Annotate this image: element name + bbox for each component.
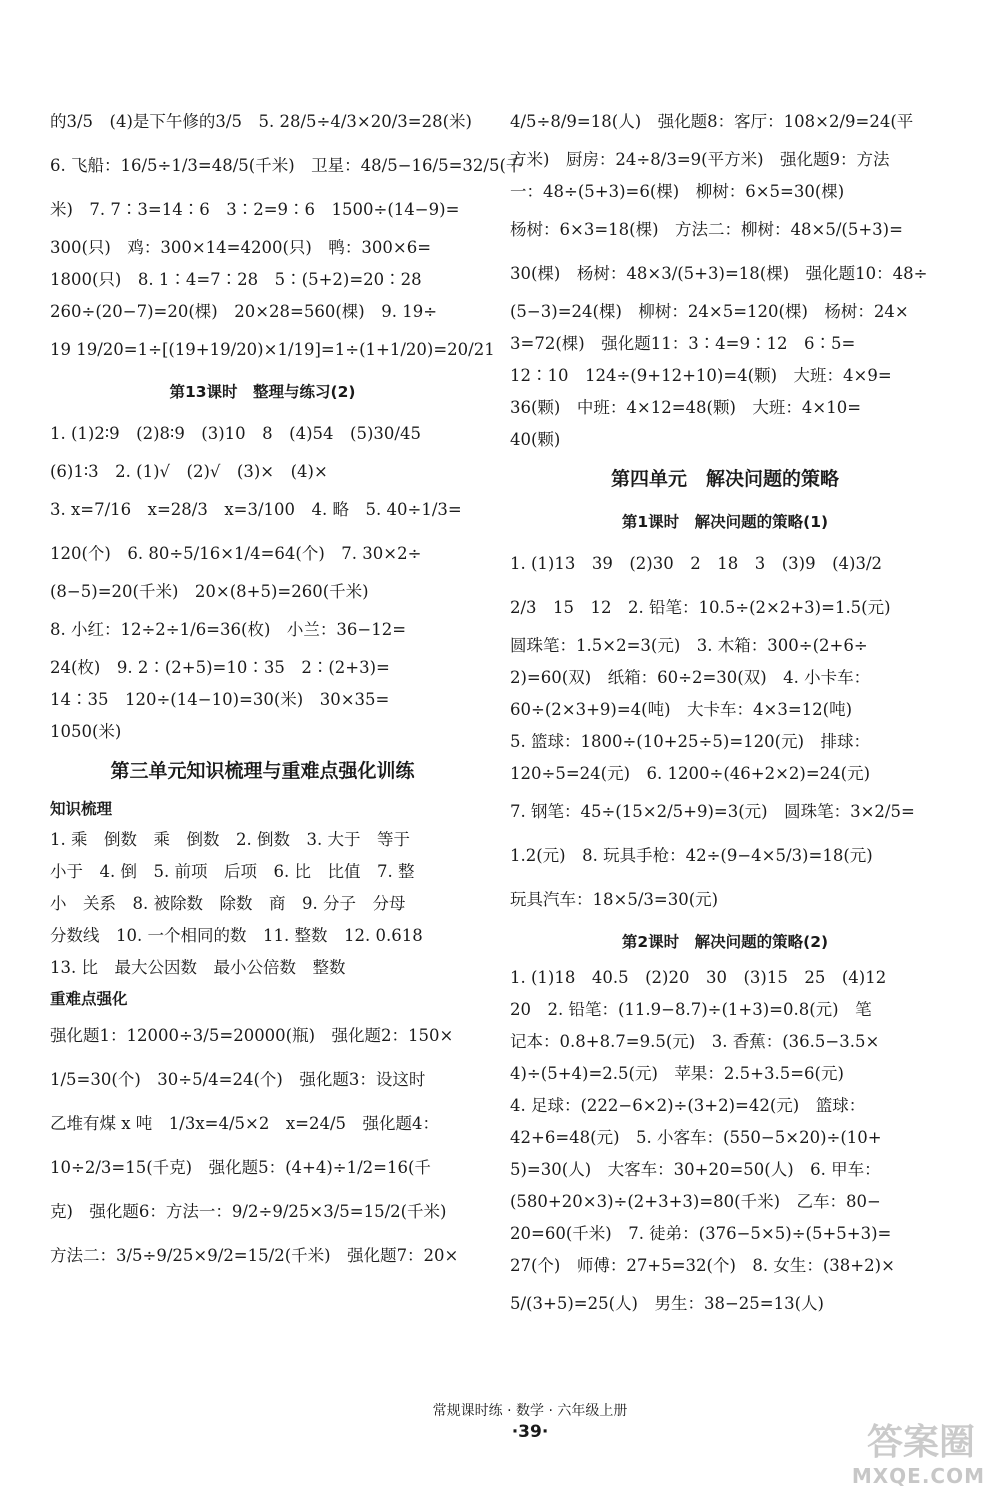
answer-line: 玩具汽车：18×5/3=30(元) bbox=[510, 890, 719, 909]
answer-line: 1. (1)2∶9 (2)8∶9 (3)10 8 (4)54 (5)30/45 bbox=[50, 424, 421, 443]
answer-line: 1. (1)18 40.5 (2)20 30 (3)15 25 (4)12 bbox=[510, 968, 887, 987]
answer-line: 4/5÷8/9=18(人) 强化题8：客厅：108×2/9=24(平 bbox=[510, 112, 914, 131]
answer-line: 1. (1)13 39 (2)30 2 18 3 (3)9 (4)3/2 bbox=[510, 554, 883, 573]
answer-line: 4. 足球：(222−6×2)÷(3+2)=42(元) 篮球： bbox=[510, 1096, 866, 1115]
answer-line: 13. 比 最大公因数 最小公倍数 整数 bbox=[50, 958, 346, 977]
page-number: ·39· bbox=[511, 1422, 549, 1442]
section-title: 第三单元知识梳理与重难点强化训练 bbox=[110, 760, 415, 782]
answer-line: 2)=60(双) 纸箱：60÷2=30(双) 4. 小卡车： bbox=[510, 668, 871, 687]
answer-line: 120÷5=24(元) 6. 1200÷(46+2×2)=24(元) bbox=[510, 764, 871, 783]
answer-line: 24(枚) 9. 2∶(2+5)=10∶35 2∶(2+3)= bbox=[50, 658, 390, 677]
answer-line: 1.2(元) 8. 玩具手枪：42÷(9−4×5/3)=18(元) bbox=[510, 846, 873, 865]
right-column bbox=[510, 100, 940, 1326]
answer-line: (6)1∶3 2. (1)√ (2)√ (3)× (4)× bbox=[50, 462, 328, 481]
answer-line: 260÷(20−7)=20(棵) 20×28=560(棵) 9. 19÷ bbox=[50, 302, 438, 321]
answer-line: 1. 乘 倒数 乘 倒数 2. 倒数 3. 大于 等于 bbox=[50, 830, 410, 849]
left-column bbox=[50, 100, 523, 1278]
answer-line: 克) 强化题6：方法一：9/2÷9/25×3/5=15/2(千米) bbox=[50, 1202, 447, 1221]
watermark-site: MXQE.COM bbox=[851, 1464, 985, 1488]
answer-line: 3=72(棵) 强化题11：3∶4=9∶12 6∶5= bbox=[510, 334, 856, 353]
answer-line: 40(颗) bbox=[510, 430, 561, 449]
answer-line: 圆珠笔：1.5×2=3(元) 3. 木箱：300÷(2+6÷ bbox=[510, 636, 868, 655]
lesson-title: 第13课时 整理与练习(2) bbox=[169, 383, 356, 401]
answer-line: (8−5)=20(千米) 20×(8+5)=260(千米) bbox=[50, 582, 369, 601]
answer-line: 19 19/20=1÷[(19+19/20)×1/19]=1÷(1+1/20)=20/21 bbox=[50, 340, 495, 359]
answer-line: 2/3 15 12 2. 铅笔：10.5÷(2×2+3)=1.5(元) bbox=[510, 598, 891, 617]
answer-line: 12∶10 124÷(9+12+10)=4(颗) 大班：4×9= bbox=[510, 366, 892, 385]
answer-line: 8. 小红：12÷2÷1/6=36(枚) 小兰：36−12= bbox=[50, 620, 407, 639]
subsection-title: 知识梳理 bbox=[50, 800, 113, 818]
answer-line: 20=60(千米) 7. 徒弟：(376−5×5)÷(5+5+3)= bbox=[510, 1224, 892, 1243]
answer-line: 36(颗) 中班：4×12=48(颗) 大班：4×10= bbox=[510, 398, 862, 417]
answer-line: 方法二：3/5÷9/25×9/2=15/2(千米) 强化题7：20× bbox=[50, 1246, 459, 1265]
answer-line: 300(只) 鸡：300×14=4200(只) 鸭：300×6= bbox=[50, 238, 432, 257]
answer-line: 杨树：6×3=18(棵) 方法二：柳树：48×5/(5+3)= bbox=[510, 220, 903, 239]
book-title: 常规课时练 · 数学 · 六年级上册 bbox=[432, 1403, 628, 1419]
lesson-title: 第1课时 解决问题的策略(1) bbox=[621, 513, 829, 531]
answer-line: 120(个) 6. 80÷5/16×1/4=64(个) 7. 30×2÷ bbox=[50, 544, 422, 563]
answer-line: 14∶35 120÷(14−10)=30(米) 30×35= bbox=[50, 690, 390, 709]
answer-line: 10÷2/3=15(千克) 强化题5：(4+4)÷1/2=16(千 bbox=[50, 1158, 431, 1177]
answer-line: 1800(只) 8. 1∶4=7∶28 5∶(5+2)=20∶28 bbox=[50, 270, 422, 289]
answer-line: 4)÷(5+4)=2.5(元) 苹果：2.5+3.5=6(元) bbox=[510, 1064, 844, 1083]
answer-line: 5/(3+5)=25(人) 男生：38−25=13(人) bbox=[510, 1294, 824, 1313]
watermark-logo: 答案圈 bbox=[866, 1422, 975, 1463]
answer-line: (5−3)=24(棵) 柳树：24×5=120(棵) 杨树：24× bbox=[510, 302, 909, 321]
answer-line: 方米) 厨房：24÷8/3=9(平方米) 强化题9：方法 bbox=[510, 150, 890, 169]
answer-line: 42+6=48(元) 5. 小客车：(550−5×20)÷(10+ bbox=[510, 1128, 882, 1147]
answer-line: 分数线 10. 一个相同的数 11. 整数 12. 0.618 bbox=[50, 926, 423, 945]
answer-line: 米) 7. 7∶3=14∶6 3∶2=9∶6 1500÷(14−9)= bbox=[50, 200, 460, 219]
answer-line: 乙堆有煤 x 吨 1/3x=4/5×2 x=24/5 强化题4： bbox=[50, 1114, 440, 1133]
section-title: 第四单元 解决问题的策略 bbox=[610, 468, 839, 490]
answer-line: 30(棵) 杨树：48×3/(5+3)=18(棵) 强化题10：48÷ bbox=[510, 264, 928, 283]
answer-line: 的3/5 (4)是下午修的3/5 5. 28/5÷4/3×20/3=28(米) bbox=[50, 112, 472, 131]
answer-line: 27(个) 师傅：27+5=32(个) 8. 女生：(38+2)× bbox=[510, 1256, 895, 1275]
answer-line: 3. x=7/16 x=28/3 x=3/100 4. 略 5. 40÷1/3= bbox=[50, 500, 462, 519]
answer-line: 7. 钢笔：45÷(15×2/5+9)=3(元) 圆珠笔：3×2/5= bbox=[510, 802, 915, 821]
subsection-title: 重难点强化 bbox=[50, 990, 128, 1008]
answer-line: 一：48÷(5+3)=6(棵) 柳树：6×5=30(棵) bbox=[510, 182, 845, 201]
answer-line: 小于 4. 倒 5. 前项 后项 6. 比 比值 7. 整 bbox=[50, 862, 415, 881]
answer-line: 5. 篮球：1800÷(10+25÷5)=120(元) 排球： bbox=[510, 732, 871, 751]
answer-line: 1/5=30(个) 30÷5/4=24(个) 强化题3：设这时 bbox=[50, 1070, 426, 1089]
watermark bbox=[760, 1410, 985, 1488]
answer-line: 6. 飞船：16/5÷1/3=48/5(千米) 卫星：48/5−16/5=32/5(千 bbox=[50, 156, 523, 175]
answer-line: 20 2. 铅笔：(11.9−8.7)÷(1+3)=0.8(元) 笔 bbox=[510, 1000, 872, 1019]
answer-line: 记本：0.8+8.7=9.5(元) 3. 香蕉：(36.5−3.5× bbox=[510, 1032, 880, 1051]
page-footer bbox=[370, 1400, 690, 1442]
answer-line: 60÷(2×3+9)=4(吨) 大卡车：4×3=12(吨) bbox=[510, 700, 853, 719]
answer-line: (580+20×3)÷(2+3+3)=80(千米) 乙车：80− bbox=[510, 1192, 881, 1211]
lesson-title: 第2课时 解决问题的策略(2) bbox=[621, 933, 829, 951]
answer-line: 5)=30(人) 大客车：30+20=50(人) 6. 甲车： bbox=[510, 1160, 881, 1179]
answer-line: 强化题1：12000÷3/5=20000(瓶) 强化题2：150× bbox=[50, 1026, 454, 1045]
answer-line: 1050(米) bbox=[50, 722, 122, 741]
answer-line: 小 关系 8. 被除数 除数 商 9. 分子 分母 bbox=[50, 894, 406, 913]
